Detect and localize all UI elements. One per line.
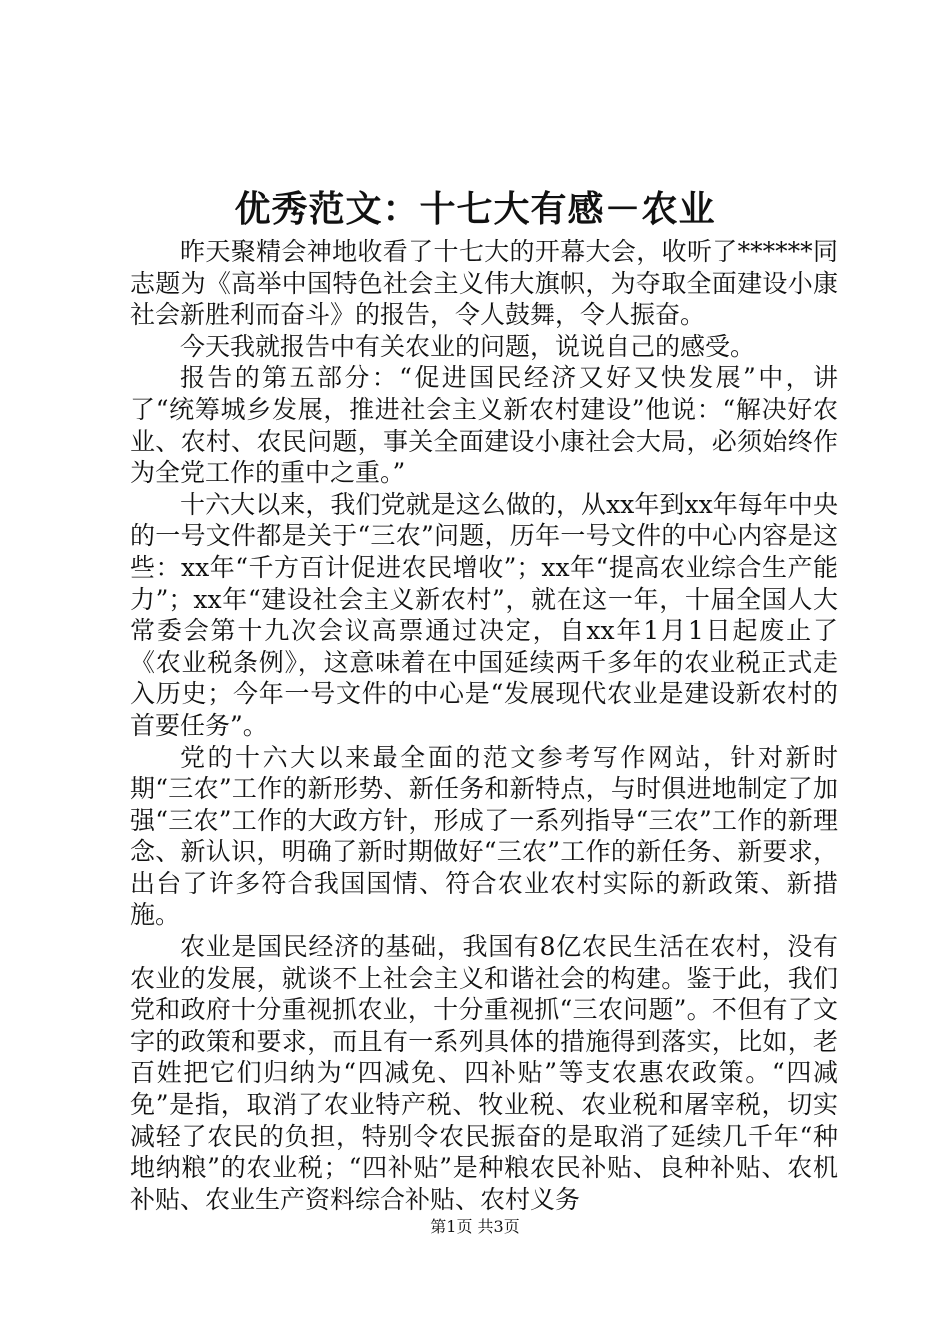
paragraph-4: 十六大以来，我们党就是这么做的，从xx年到xx年每年中央的一号文件都是关于“三农”问题，历年一号文件的中心内容是这些：xx年“千方百计促进农民增收”；xx年“提高农业综合生产能力”；xx年“建设社会主义新农村”，就在这一年，十届全国人大常委会第十九次会议高票通过决定，自xx年1月1日起废止了《农业税条例》，这意味着在中国延续两千多年的农业税正式走入历史；今年一号文件的中心是“发展现代农业是建设新农村的首要任务”。 [130, 489, 838, 740]
paragraph-2: 今天我就报告中有关农业的问题，说说自己的感受。 [180, 331, 756, 361]
page-number-footer: 第1页 共3页 [430, 1217, 520, 1236]
paragraph-1: 昨天聚精会神地收看了十七大的开幕大会，收听了******同志题为《高举中国特色社会主义伟大旗帜，为夺取全面建设小康社会新胜利而奋斗》的报告，令人鼓舞，令人振奋。 [130, 237, 838, 330]
document-body [130, 236, 838, 1215]
paragraph-3: 报告的第五部分：“促进国民经济又好又快发展”中，讲了“统筹城乡发展，推进社会主义新农村建设”他说：“解决好农业、农村、农民问题，事关全面建设小康社会大局，必须始终作为全党工作的重中之重。” [130, 363, 838, 488]
paragraph-5: 党的十六大以来最全面的范文参考写作网站，针对新时期“三农”工作的新形势、新任务和新特点，与时俱进地制定了加强“三农”工作的大政方针，形成了一系列指导“三农”工作的新理念、新认识，明确了新时期做好“三农”工作的新任务、新要求，出台了许多符合我国国情、符合农业农村实际的新政策、新措施。 [130, 742, 838, 930]
paragraph-6: 农业是国民经济的基础，我国有8亿农民生活在农村，没有农业的发展，就谈不上社会主义和谐社会的构建。鉴于此，我们党和政府十分重视抓农业，十分重视抓“三农问题”。不但有了文字的政策和要求，而且有一系列具体的措施得到落实，比如，老百姓把它们归纳为“四减免、四补贴”等支农惠农政策。“四减免”是指，取消了农业特产税、牧业税、农业税和屠宰税，切实减轻了农民的负担，特别令农民振奋的是取消了延续几千年“种地纳粮”的农业税；“四补贴”是种粮农民补贴、良种补贴、农机补贴、农业生产资料综合补贴、农村义务 [130, 932, 838, 1214]
document-title: 优秀范文：十七大有感－农业 [234, 188, 716, 230]
